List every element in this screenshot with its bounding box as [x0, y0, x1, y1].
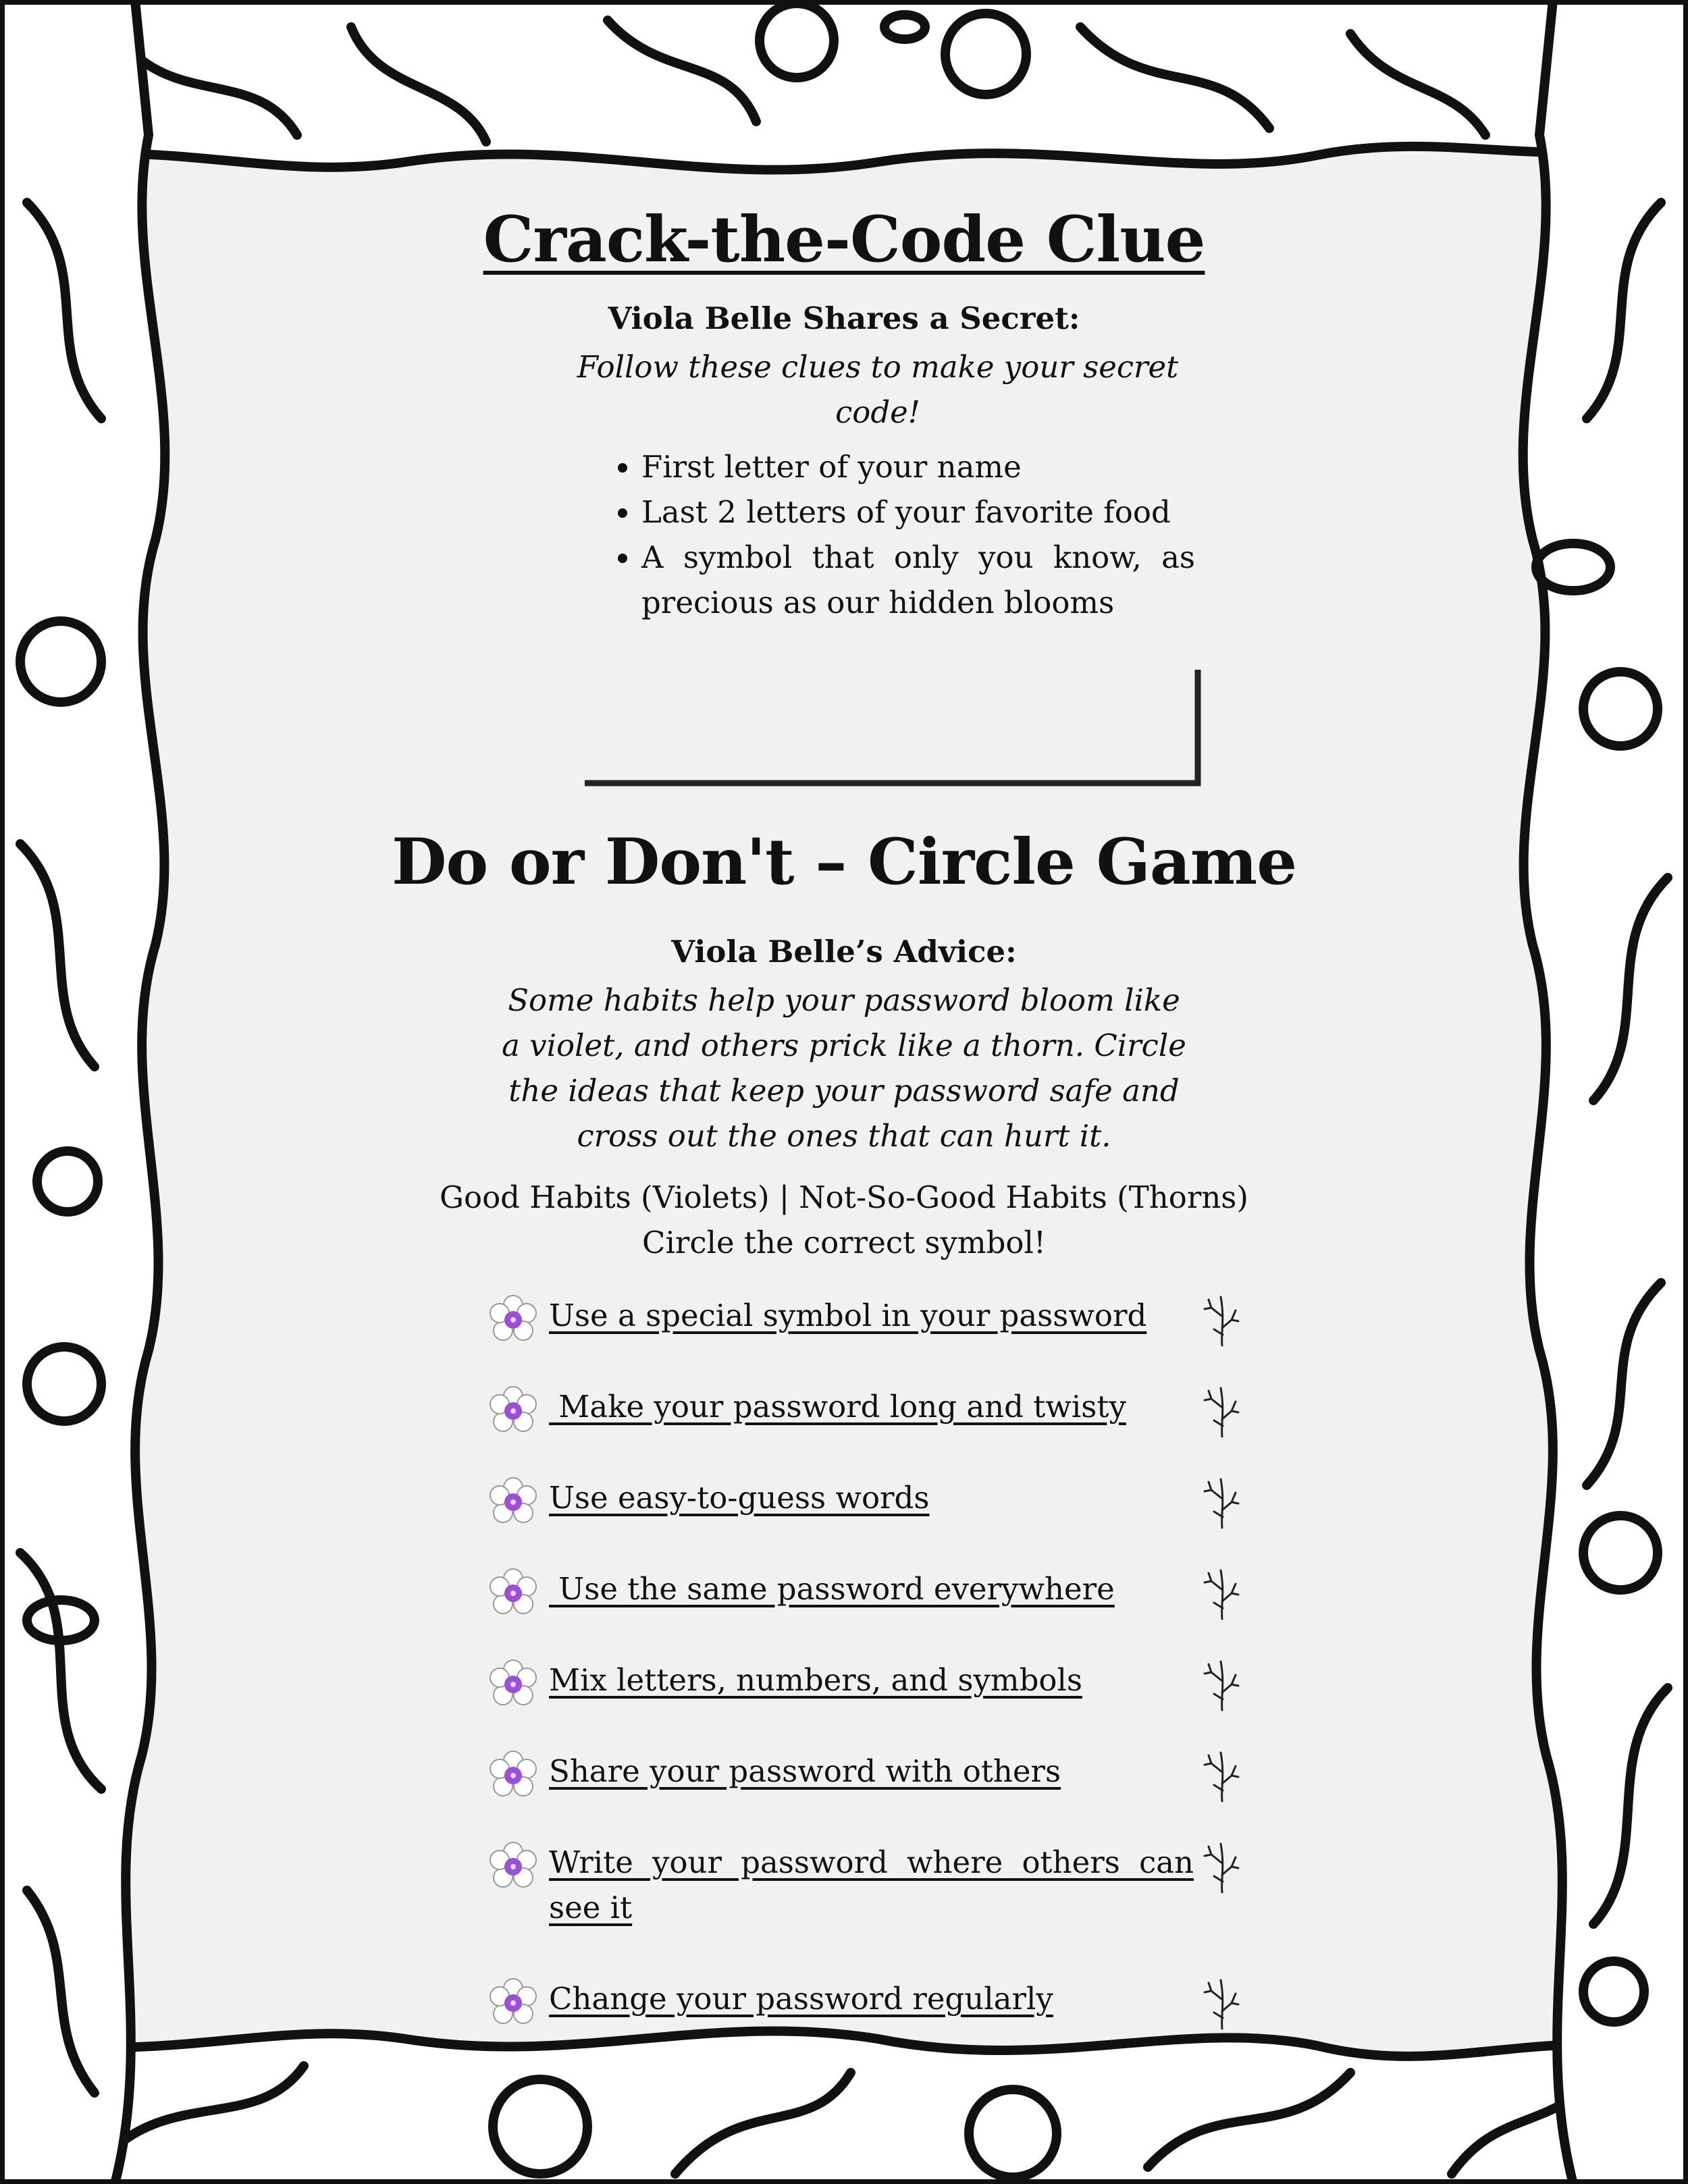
habit-row: [486, 1566, 1249, 1661]
habit-text: Write your password where others can see it: [549, 1844, 1194, 1925]
violet-flower-icon[interactable]: [486, 1749, 540, 1803]
crack-code-subtitle: Viola Belle Shares a Secret:: [608, 300, 1080, 336]
clue-item: • Last 2 letters of your favorite food: [641, 489, 1195, 535]
violet-flower-icon[interactable]: [486, 1293, 540, 1347]
violet-flower-icon[interactable]: [486, 1657, 540, 1711]
clue-item: • A symbol that only you know, as precious as our hidden blooms: [641, 535, 1195, 625]
habit-row: [486, 1384, 1249, 1479]
clue-item: • First letter of your name: [641, 444, 1195, 489]
habit-text: Make your password long and twisty: [549, 1389, 1126, 1424]
advice-line: a violet, and others prick like a thorn. Circle: [502, 1028, 1186, 1063]
habit-text: Use a special symbol in your password: [549, 1298, 1147, 1333]
thorn-branch-icon[interactable]: [1202, 1976, 1242, 2030]
habit-text: Share your password with others: [549, 1753, 1061, 1789]
habit-text: Mix letters, numbers, and symbols: [549, 1662, 1082, 1698]
circle-game-subtitle: Viola Belle’s Advice:: [671, 934, 1017, 969]
thorn-branch-icon[interactable]: [1202, 1475, 1242, 1529]
advice-line: cross out the ones that can hurt it.: [577, 1118, 1111, 1154]
advice-line: the ideas that keep your password safe and: [508, 1073, 1180, 1109]
violet-flower-icon[interactable]: [486, 1384, 540, 1438]
violet-flower-icon[interactable]: [486, 1566, 540, 1620]
thorn-branch-icon[interactable]: [1202, 1384, 1242, 1438]
thorn-branch-icon[interactable]: [1202, 1749, 1242, 1803]
violet-flower-icon[interactable]: [486, 1840, 540, 1894]
thorn-branch-icon[interactable]: [1202, 1293, 1242, 1347]
violet-flower-icon[interactable]: [486, 1976, 540, 2030]
habit-row: [486, 1976, 1249, 2071]
habit-row: [486, 1475, 1249, 1570]
habit-text: Use the same password everywhere: [549, 1571, 1115, 1607]
thorn-branch-icon[interactable]: [1202, 1566, 1242, 1620]
habit-row: [486, 1749, 1249, 1843]
circle-game-title: Do or Don't – Circle Game: [391, 825, 1297, 899]
violet-flower-icon[interactable]: [486, 1475, 540, 1529]
crack-code-instruction-line2: code!: [835, 394, 920, 430]
habit-row: [486, 1657, 1249, 1752]
advice-line: Some habits help your password bloom like: [508, 982, 1180, 1018]
habits-legend: Good Habits (Violets) | Not-So-Good Habits (Thorns): [440, 1179, 1248, 1215]
clue-list: [604, 444, 1195, 625]
habit-row: [486, 1293, 1249, 1387]
thorn-branch-icon[interactable]: [1202, 1840, 1242, 1894]
habit-text: Use easy-to-guess words: [549, 1480, 930, 1516]
code-answer-line[interactable]: [585, 667, 1206, 789]
thorn-branch-icon[interactable]: [1202, 1657, 1242, 1711]
habit-text: Change your password regularly: [549, 1981, 1053, 2017]
habit-row: [486, 1840, 1249, 1934]
crack-code-title: Crack-the-Code Clue: [483, 203, 1205, 277]
circle-instruction: Circle the correct symbol!: [642, 1225, 1046, 1260]
crack-code-instruction-line1: Follow these clues to make your secret: [577, 349, 1179, 385]
